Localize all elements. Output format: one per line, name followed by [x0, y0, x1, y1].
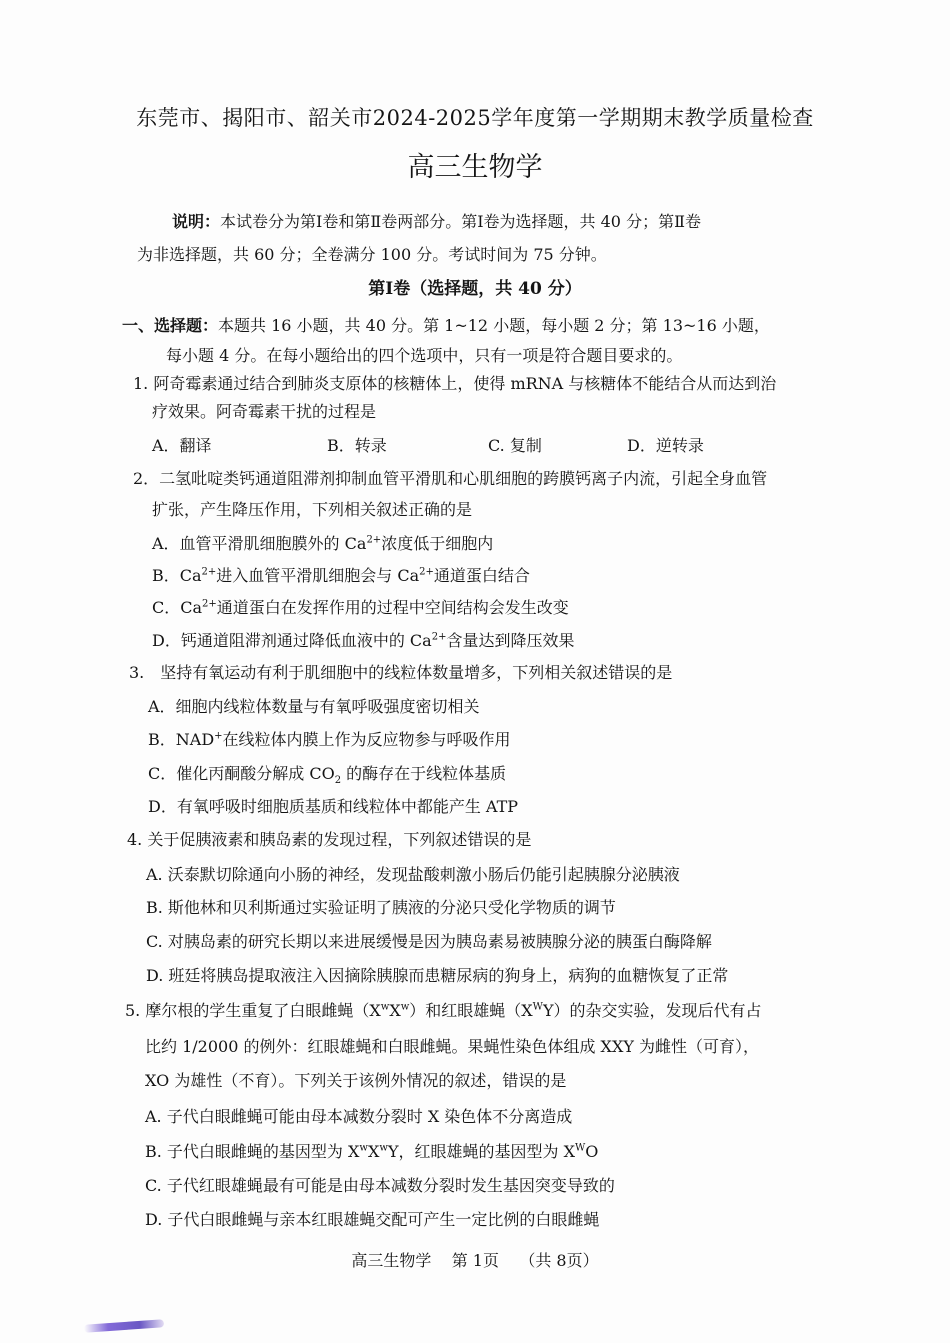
- q2-stem-1: 2．二氢吡啶类钙通道阻滞剂抑制血管平滑肌和心肌细胞的跨膜钙离子内流，引起全身血管: [133, 469, 768, 488]
- q2-b-sup-1: 2+: [201, 566, 217, 578]
- q4-stem-1: 4. 关于促胰液素和胰岛素的发现过程，下列叙述错误的是: [127, 830, 532, 849]
- pen-mark: [84, 1319, 164, 1333]
- q5-b-x: X: [367, 1142, 380, 1161]
- q5-stem-2: 比约 1/2000 的例外：红眼雄蝇和白眼雌蝇。果蝇性染色体组成 XXY 为雌性（可育），: [145, 1037, 759, 1056]
- q2-a-text-end: 浓度低于细胞内: [381, 534, 494, 553]
- q4-option-d: D. 班廷将胰岛提取液注入因摘除胰腺而患糖尿病的狗身上，病狗的血糖恢复了正常: [146, 966, 729, 985]
- q3-stem-1: 3. 坚持有氧运动有利于肌细胞中的线粒体数量增多，下列相关叙述错误的是: [129, 663, 673, 682]
- q2-b-text-end: 通道蛋白结合: [433, 566, 530, 585]
- q1-stem-1: 1. 阿奇霉素通过结合到肺炎支原体的核糖体上，使得 mRNA 与核糖体不能结合从而达到治: [133, 374, 777, 393]
- notes-line-1: [172, 212, 701, 232]
- q5-b-text-mid: Y，红眼雄蝇的基因型为 X: [387, 1142, 575, 1161]
- notes-label: 说明：: [172, 212, 221, 231]
- exam-title: 东莞市、揭阳市、韶关市2024-2025学年度第一学期期末教学质量检查: [136, 106, 814, 130]
- q5-b-text-end: O: [585, 1142, 599, 1161]
- q1-stem-2: 疗效果。阿奇霉素干扰的过程是: [152, 402, 377, 421]
- footer-page-total: （共 8页）: [519, 1251, 599, 1270]
- q2-a-text: A．血管平滑肌细胞膜外的 Ca: [152, 534, 367, 553]
- q5-stem-3: XO 为雄性（不育）。下列关于该例外情况的叙述，错误的是: [145, 1071, 567, 1090]
- q4-option-b: B. 斯他林和贝利斯通过实验证明了胰液的分泌只受化学物质的调节: [146, 898, 616, 917]
- q5-option-a: A. 子代白眼雌蝇可能由母本减数分裂时 X 染色体不分离造成: [145, 1107, 573, 1126]
- q5-stem-1-end: Y）的杂交实验，发现后代有占: [542, 1001, 762, 1020]
- q1-option-c: C. 复制: [488, 436, 542, 455]
- q5-option-b: [145, 1142, 598, 1162]
- instruction-label: 一、选择题：: [122, 316, 219, 335]
- section-title: 第Ⅰ卷（选择题，共 40 分）: [368, 279, 582, 299]
- q5-b-sup-1: w: [359, 1142, 368, 1154]
- q2-d-text: D．钙通道阻滞剂通过降低血液中的 Ca: [152, 631, 432, 650]
- q5-b-sup-2: w: [379, 1142, 388, 1154]
- q3-option-a: A．细胞内线粒体数量与有氧呼吸强度密切相关: [148, 697, 480, 716]
- q4-option-a: A. 沃泰默切除通向小肠的神经，发现盐酸刺激小肠后仍能引起胰腺分泌胰液: [146, 865, 680, 884]
- q3-c-text: C．催化丙酮酸分解成 CO: [148, 764, 335, 783]
- q3-c-sub: 2: [334, 775, 342, 787]
- q5-b-sup-3: W: [574, 1142, 586, 1154]
- q5-stem-1: [125, 1001, 762, 1021]
- q5-x: X: [389, 1001, 401, 1020]
- q2-d-text-end: 含量达到降压效果: [446, 631, 575, 650]
- q2-b-text-mid: 进入血管平滑肌细胞会与 Ca: [216, 566, 420, 585]
- q2-stem-2: 扩张，产生降压作用，下列相关叙述正确的是: [152, 500, 473, 519]
- q2-c-text: C．Ca: [152, 598, 203, 617]
- instruction-text-1: 本题共 16 小题，共 40 分。第 1~12 小题，每小题 2 分；第 13~16 小题，: [218, 316, 770, 335]
- q2-option-c: [152, 598, 569, 618]
- q5-sup-2: w: [400, 1001, 410, 1013]
- q2-option-a: [152, 534, 493, 554]
- q5-sup-3: W: [532, 1001, 543, 1013]
- q3-b-text-end: 在线粒体内膜上作为反应物参与呼吸作用: [222, 730, 511, 749]
- q5-sup-1: w: [380, 1001, 390, 1013]
- q3-b-text: B．NAD: [148, 730, 215, 749]
- notes-text-1: 本试卷分为第Ⅰ卷和第Ⅱ卷两部分。第Ⅰ卷为选择题，共 40 分；第Ⅱ卷: [220, 212, 701, 231]
- q5-stem-1-mid: ）和红眼雄蝇（X: [409, 1001, 533, 1020]
- footer-page-number: 第 1页: [451, 1251, 499, 1270]
- q3-option-d: D．有氧呼吸时细胞质基质和线粒体中都能产生 ATP: [148, 797, 519, 816]
- q1-option-b: B．转录: [327, 436, 387, 455]
- q5-stem-1-text: 5. 摩尔根的学生重复了白眼雌蝇（X: [125, 1001, 381, 1020]
- q1-option-d: D．逆转录: [627, 436, 704, 455]
- subject-title: 高三生物学: [407, 152, 543, 183]
- notes-line-2: 为非选择题，共 60 分；全卷满分 100 分。考试时间为 75 分钟。: [137, 245, 607, 264]
- q2-d-sup: 2+: [431, 631, 447, 643]
- section-instruction-2: 每小题 4 分。在每小题给出的四个选项中，只有一项是符合题目要求的。: [166, 346, 683, 365]
- q2-option-b: [152, 566, 530, 586]
- q2-b-sup-2: 2+: [419, 566, 434, 578]
- q2-c-sup: 2+: [202, 598, 217, 610]
- q3-option-c: [148, 764, 507, 787]
- q2-a-sup: 2+: [366, 534, 382, 546]
- page-footer: [0, 1250, 950, 1272]
- q3-option-b: [148, 730, 511, 750]
- q5-option-d: D. 子代白眼雌蝇与亲本红眼雄蝇交配可产生一定比例的白眼雌蝇: [145, 1210, 600, 1229]
- q3-b-sup: +: [214, 730, 223, 742]
- footer-subject: 高三生物学: [351, 1251, 432, 1270]
- section-instruction-1: [122, 316, 770, 336]
- q4-option-c: C. 对胰岛素的研究长期以来进展缓慢是因为胰岛素易被胰腺分泌的胰蛋白酶降解: [146, 932, 712, 951]
- q2-c-text-end: 通道蛋白在发挥作用的过程中空间结构会发生改变: [216, 598, 569, 617]
- q2-b-text: B．Ca: [152, 566, 202, 585]
- q3-c-text-end: 的酶存在于线粒体基质: [341, 764, 507, 783]
- q2-option-d: [152, 631, 574, 651]
- q5-option-c: C. 子代红眼雄蝇最有可能是由母本减数分裂时发生基因突变导致的: [145, 1176, 615, 1195]
- q5-b-text: B. 子代白眼雌蝇的基因型为 X: [145, 1142, 360, 1161]
- q1-option-a: A．翻译: [152, 436, 212, 455]
